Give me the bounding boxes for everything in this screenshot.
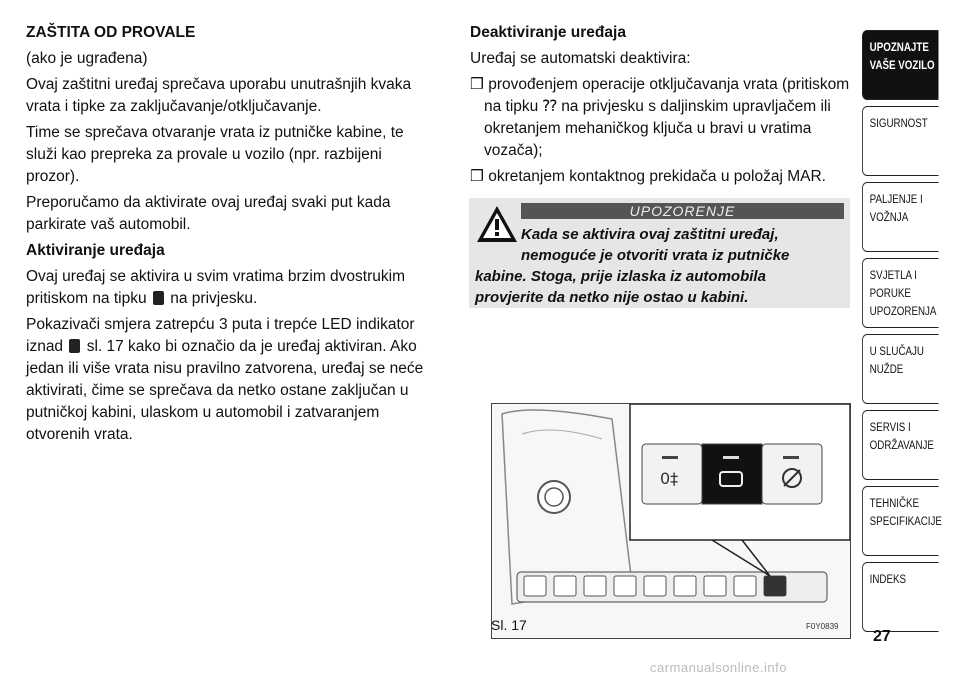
warning-line: nemoguće je otvoriti vrata iz putničke [521,247,790,264]
tab-label: VAŠE VOZILO [869,60,935,72]
page-number: 27 [873,628,891,645]
tab-label: INDEKS [869,574,907,586]
warning-line: provjerite da netko nije ostao u kabini. [475,289,749,306]
paragraph [26,266,436,310]
paragraph: Ovaj zaštitni uređaj sprečava uporabu unutrašnjih kvaka vrata i tipke za zaključavanje/otključavanje. [26,76,412,115]
section-heading: ZAŠTITA OD PROVALE [26,24,196,41]
paragraph-text: Pokazivači smjera zatrepću 3 puta i trepće LED indikator iznad [26,316,415,355]
paragraph-text: Ovaj uređaj se aktivira u svim vratima brzim dvostrukim pritiskom na tipku [26,268,405,307]
tab-label: SPECIFIKACIJE [869,516,942,528]
paragraph: Uređaj se automatski deaktivira: [470,50,691,67]
center-console-illustration [492,404,850,638]
tab-label: NUŽDE [869,364,904,376]
tab-driving[interactable] [862,182,939,252]
tab-service[interactable] [862,410,939,480]
list-item-text: okretanjem kontaktnog prekidača u položaj MAR. [488,168,826,185]
warning-line: kabine. Stoga, prije izlaska iz automobila [475,268,766,285]
paragraph: Time se sprečava otvaranje vrata iz putničke kabine, te služi kao prepreka za provale u vozilo (npr. razbijeni prozor). [26,124,404,185]
tab-label: TEHNIČKE [869,498,920,510]
bullet-mark: ❒ [470,76,484,93]
warning-text [475,224,845,308]
warning-box [469,198,850,308]
tab-label: SVJETLA I PORUKE [869,270,917,300]
right-column [470,22,850,192]
subheading: Deaktiviranje uređaja [470,24,626,41]
tab-index[interactable] [862,562,939,632]
svg-text:0‡: 0‡ [660,469,679,488]
lock-key-icon [153,291,164,305]
tab-label: SERVIS I [869,422,911,434]
figure-caption: Sl. 17 [491,617,527,633]
tab-specifications[interactable] [862,486,942,556]
paragraph-text: sl. 17 kako bi označio da je uređaj aktiviran. Ako jedan ili više vrata nisu pravilno zatvorena, uređaj se neće aktivirati, čime se sprečava da netko ostane zaključan u putničkoj kabini, ulaskom u automobil i zatvaranjem otvorenih vrata. [26,338,424,443]
list-item-text: provođenjem operacije otključavanja vrata (pritiskom na tipku ⁇ na privjesku s daljinskim upravljačem ili okretanjem mehaničkog ključa u bravi u vratima vozača); [484,76,850,159]
tab-label: UPOZNAJTE [869,42,929,54]
warning-line: Kada se aktivira ovaj zaštitni uređaj, [521,226,779,243]
watermark-footer: carmanualsonline.info [650,660,787,675]
paragraph: (ako je ugrađena) [26,50,148,67]
tab-label: VOŽNJA [869,212,909,224]
tab-lights-warnings[interactable] [862,258,939,328]
tab-label: U SLUČAJU [869,346,924,358]
dashboard-figure [491,403,851,639]
tab-label: ODRŽAVANJE [869,440,934,452]
door-lock-icon [69,339,80,353]
bullet-mark: ❒ [470,168,484,185]
list-item [470,166,850,188]
tab-label: UPOZORENJA [869,306,937,318]
tab-label: PALJENJE I [869,194,923,206]
paragraph-text: na privjesku. [170,290,258,307]
paragraph [26,314,436,446]
list-item [470,74,850,162]
warning-title: UPOZORENJE [521,203,844,219]
figure-code: F0Y0839 [806,622,839,631]
tab-emergency[interactable] [862,334,939,404]
tab-vehicle[interactable] [862,30,939,100]
subheading: Aktiviranje uređaja [26,242,165,259]
tab-label: SIGURNOST [869,118,928,130]
left-column [26,22,436,450]
tab-safety[interactable] [862,106,939,176]
chapter-tabs [862,30,960,640]
paragraph: Preporučamo da aktivirate ovaj uređaj svaki put kada parkirate vaš automobil. [26,194,391,233]
